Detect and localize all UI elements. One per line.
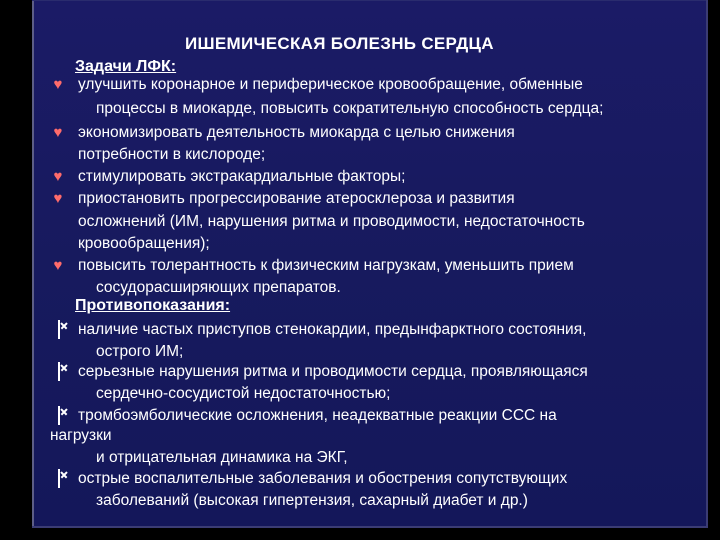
heart-icon: ♥: [53, 76, 63, 93]
task-4-line-3: кровообращения);: [78, 235, 210, 252]
contra-4-line-1: острые воспалительные заболевания и обострения сопутствующих: [78, 470, 568, 487]
task-4-line-2: осложнений (ИМ, нарушения ритма и проводимости, недостаточность: [78, 213, 585, 230]
contraindications-heading: Противопоказания:: [75, 297, 231, 314]
task-5-line-1: повысить толерантность к физическим нагрузкам, уменьшить прием: [78, 257, 574, 274]
task-1-line-2: процессы в миокарде, повысить сократительную способность сердца;: [96, 100, 604, 117]
contra-3-line-2: нагрузки: [50, 427, 112, 444]
task-2-line-1: экономизировать деятельность миокарда с целью снижения: [78, 124, 515, 141]
tasks-heading: Задачи ЛФК:: [75, 58, 177, 75]
heart-icon: ♥: [53, 190, 63, 207]
task-5-line-2: сосудорасширяющих препаратов.: [96, 279, 341, 296]
checkbox-x-icon: [50, 469, 66, 489]
checkbox-x-icon: [50, 362, 66, 382]
contra-1-line-2: острого ИМ;: [96, 343, 184, 360]
checkbox-x-icon: [50, 320, 66, 340]
task-1-line-1: улучшить коронарное и периферическое кровообращение, обменные: [78, 76, 583, 93]
checkbox-x-icon: [50, 406, 66, 426]
contra-1-line-1: наличие частых приступов стенокардии, предынфарктного состояния,: [78, 321, 587, 338]
task-3-line-1: стимулировать экстракардиальные факторы;: [78, 168, 406, 185]
slide-title: ИШЕМИЧЕСКАЯ БОЛЕЗНЬ СЕРДЦА: [185, 34, 494, 53]
contra-4-line-2: заболеваний (высокая гипертензия, сахарный диабет и др.): [96, 492, 528, 509]
heart-icon: ♥: [53, 257, 63, 274]
task-4-line-1: приостановить прогрессирование атеросклероза и развития: [78, 190, 515, 207]
contra-2-line-2: сердечно-сосудистой недостаточностью;: [96, 385, 391, 402]
contra-3-line-3: и отрицательная динамика на ЭКГ,: [96, 449, 348, 466]
heart-icon: ♥: [53, 168, 63, 185]
heart-icon: ♥: [53, 124, 63, 141]
contra-2-line-1: серьезные нарушения ритма и проводимости сердца, проявляющаяся: [78, 363, 588, 380]
contra-3-line-1: тромбоэмболические осложнения, неадекватные реакции ССС на: [78, 407, 557, 424]
task-2-line-2: потребности в кислороде;: [78, 146, 266, 163]
